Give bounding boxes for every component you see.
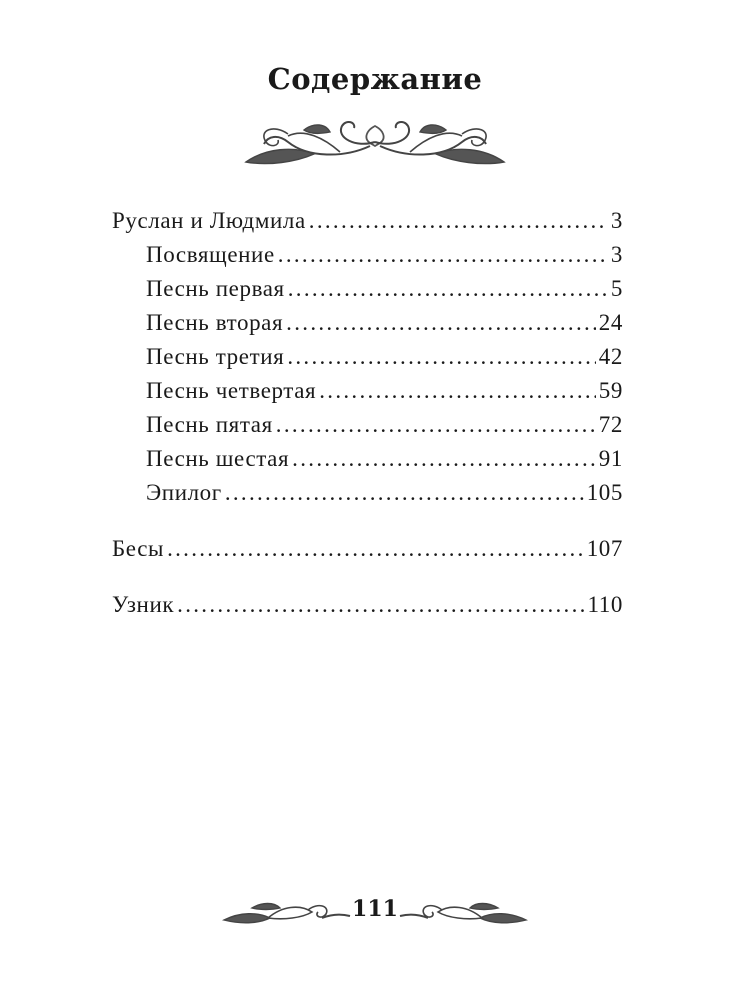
toc-entry[interactable] (112, 376, 623, 406)
toc-entry-title: Бесы (112, 536, 165, 561)
dot-leader (288, 274, 608, 304)
toc-entry[interactable] (112, 410, 623, 440)
toc-entry-title: Песнь первая (146, 276, 285, 301)
toc-entry[interactable] (112, 478, 623, 508)
toc-entry-page: 24 (598, 310, 623, 335)
toc-entry-page: 3 (610, 242, 623, 267)
toc-entry-page: 91 (598, 446, 623, 471)
toc-entry-page: 59 (598, 378, 623, 403)
toc-entry-page: 5 (610, 276, 623, 301)
dot-leader (309, 206, 608, 236)
toc-entry-page: 72 (598, 412, 623, 437)
floral-flourish-icon (244, 112, 506, 170)
toc-entry-page: 3 (610, 208, 623, 233)
toc-entry-page: 105 (586, 480, 623, 505)
toc-entry[interactable] (112, 590, 623, 620)
dot-leader (278, 240, 608, 270)
toc-entry[interactable] (112, 206, 623, 236)
dot-leader (319, 376, 596, 406)
toc-entry[interactable] (112, 342, 623, 372)
dot-leader (167, 534, 584, 564)
toc-entry-title: Песнь вторая (146, 310, 284, 335)
toc-entry[interactable] (112, 274, 623, 304)
toc-entry[interactable] (112, 308, 623, 338)
toc-entry-title: Руслан и Людмила (112, 208, 306, 233)
toc-entry-title: Песнь шестая (146, 446, 290, 471)
toc-entry[interactable] (112, 240, 623, 270)
toc-entry-page: 42 (598, 344, 623, 369)
dot-leader (177, 590, 584, 620)
dot-leader (286, 308, 596, 338)
dot-leader (292, 444, 596, 474)
toc-entry-title: Эпилог (146, 480, 222, 505)
dot-leader (287, 342, 595, 372)
toc-entry[interactable] (112, 534, 623, 564)
toc-entry-title: Песнь четвертая (146, 378, 317, 403)
toc-entry-title: Песнь пятая (146, 412, 273, 437)
page-number: 111 (352, 896, 398, 922)
toc-entry-title: Узник (112, 592, 175, 617)
toc-entry[interactable] (112, 444, 623, 474)
toc-entry-page: 107 (586, 536, 623, 561)
toc-entry-title: Песнь третия (146, 344, 285, 369)
toc-entry-title: Посвящение (146, 242, 275, 267)
toc-entry-page: 110 (587, 592, 623, 617)
page-title: Содержание (267, 62, 483, 96)
dot-leader (225, 478, 584, 508)
dot-leader (276, 410, 596, 440)
